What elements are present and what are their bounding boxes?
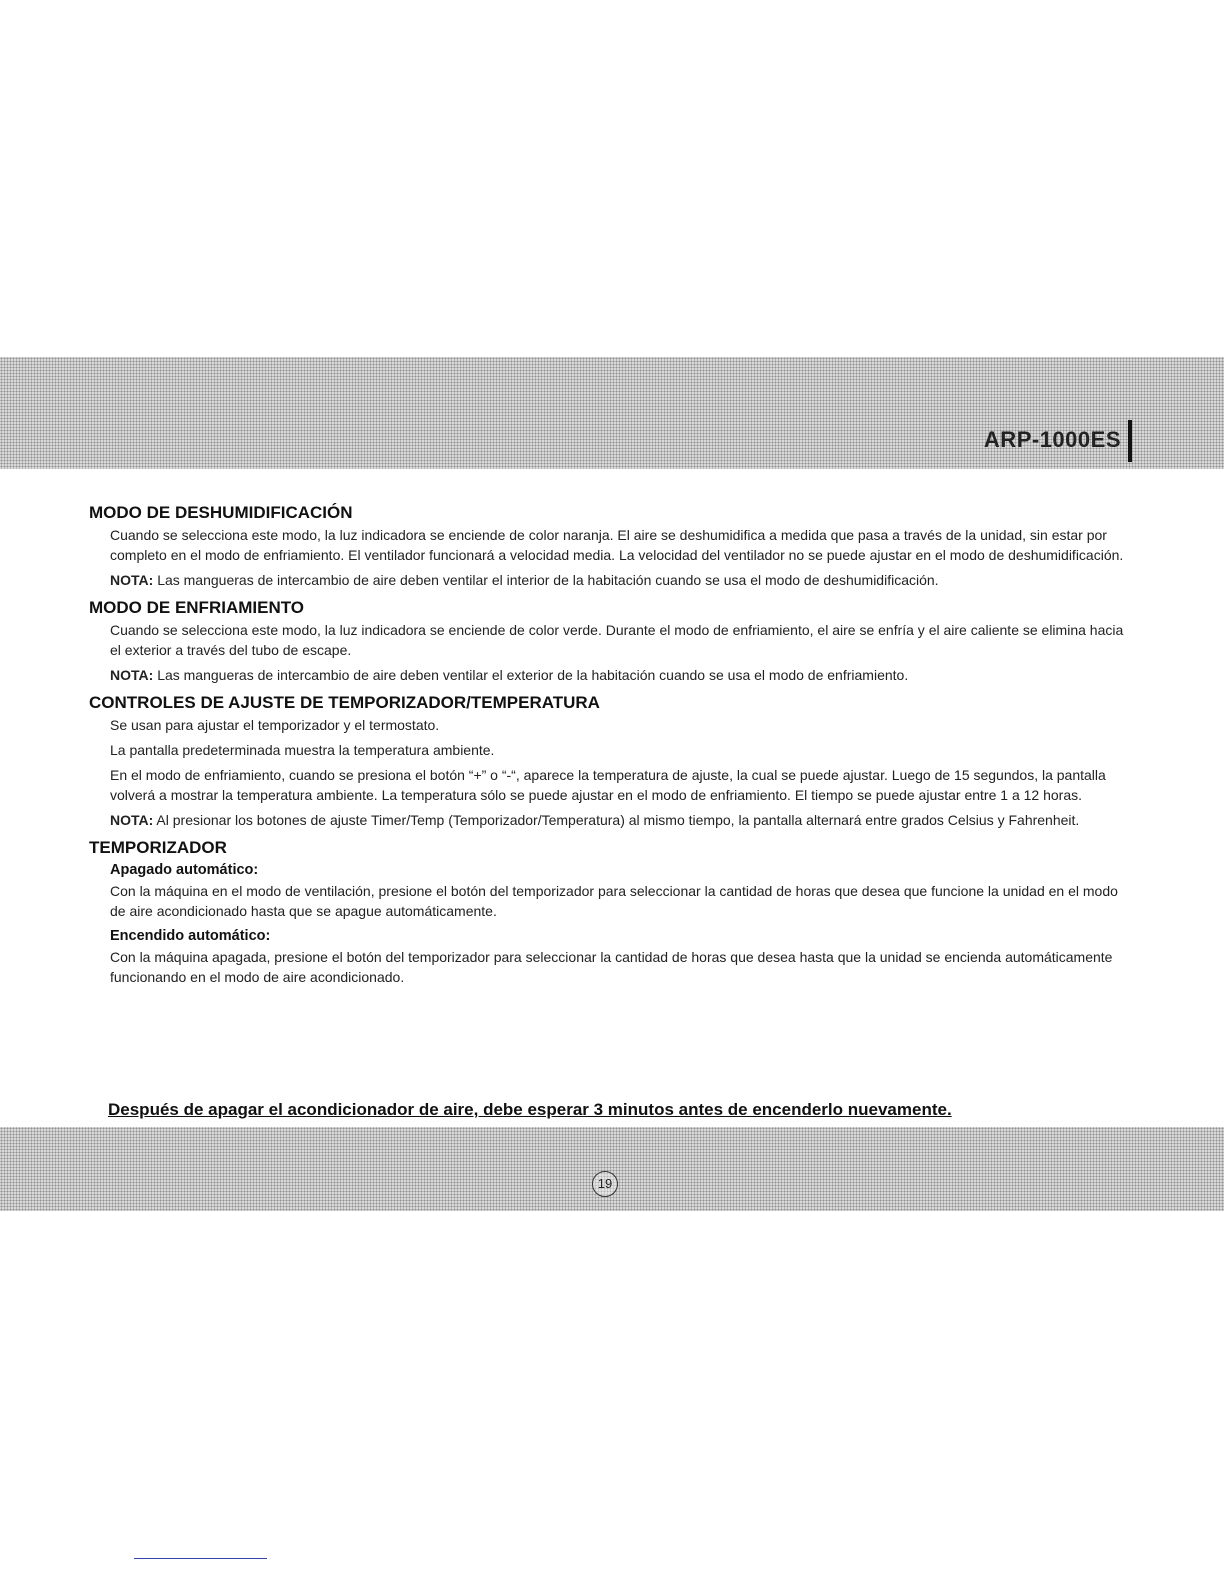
section-title: TEMPORIZADOR [89,838,227,857]
page-content [0,500,1224,992]
footer-line [134,1558,267,1559]
paragraph: La pantalla predeterminada muestra la temperatura ambiente. [110,742,495,758]
section-dehumidification [0,500,1224,590]
note-label: NOTA: [110,667,154,683]
section-timer [0,835,1224,987]
note-label: NOTA: [110,812,154,828]
footer-band [0,1127,1224,1211]
note-text: Las mangueras de intercambio de aire deben ventilar el exterior de la habitación cuando se usa el modo de enfriamiento. [157,667,909,683]
note [0,810,1224,830]
note [0,665,1224,685]
paragraph: Se usan para ajustar el temporizador y el termostato. [110,717,440,733]
note [0,570,1224,590]
subsection-title-auto-off: Apagado automático: [110,862,259,878]
section-cooling [0,595,1224,685]
paragraph: Con la máquina en el modo de ventilación, presione el botón del temporizador para seleccionar la cantidad de horas que desea que funcione la unidad en el modo de aire acondicionado hasta que se apague automáticamente. [110,883,1118,919]
section-title: MODO DE DESHUMIDIFICACIÓN [89,503,353,522]
paragraph: Con la máquina apagada, presione el botón del temporizador para seleccionar la cantidad de horas que desea hasta que la unidad se encienda automáticamente funcionando en el modo de aire acondicionado. [110,949,1113,985]
section-title: MODO DE ENFRIAMIENTO [89,598,305,617]
section-body: Cuando se selecciona este modo, la luz indicadora se enciende de color naranja. El aire se deshumidifica a medida que pasa a través de la unidad, sin estar por completo en el modo de enfriamiento. El ventilador funcionará a velocidad media. La velocidad del ventilador no se puede ajustar en el modo de deshumidificación. [110,527,1124,563]
page-number: 19 [592,1171,618,1197]
section-title: CONTROLES DE AJUSTE DE TEMPORIZADOR/TEMPERATURA [89,693,600,712]
model-title: ARP-1000ES [983,427,1121,452]
section-timer-temp-controls [0,690,1224,830]
paragraph: En el modo de enfriamiento, cuando se presiona el botón “+” o “-“, aparece la temperatura de ajuste, la cual se puede ajustar. Luego de 15 segundos, la pantalla volverá a mostrar la temperatura ambiente. La temperatura sólo se puede ajustar en el modo de enfriamiento. El tiempo se puede ajustar entre 1 a 12 horas. [110,767,1106,803]
note-text: Al presionar los botones de ajuste Timer/Temp (Temporizador/Temperatura) al mismo tiempo, la pantalla alternará entre grados Celsius y Fahrenheit. [156,812,1080,828]
note-text: Las mangueras de intercambio de aire deben ventilar el interior de la habitación cuando se usa el modo de deshumidificación. [157,572,939,588]
subsection-title-auto-on: Encendido automático: [110,928,271,944]
model-divider-bar [1128,420,1132,462]
warning-notice: Después de apagar el acondicionador de aire, debe esperar 3 minutos antes de encenderlo nuevamente. [108,1100,952,1119]
section-body: Cuando se selecciona este modo, la luz indicadora se enciende de color verde. Durante el modo de enfriamiento, el aire se enfría y el aire caliente se elimina hacia el exterior a través del tubo de escape. [110,622,1124,658]
note-label: NOTA: [110,572,154,588]
